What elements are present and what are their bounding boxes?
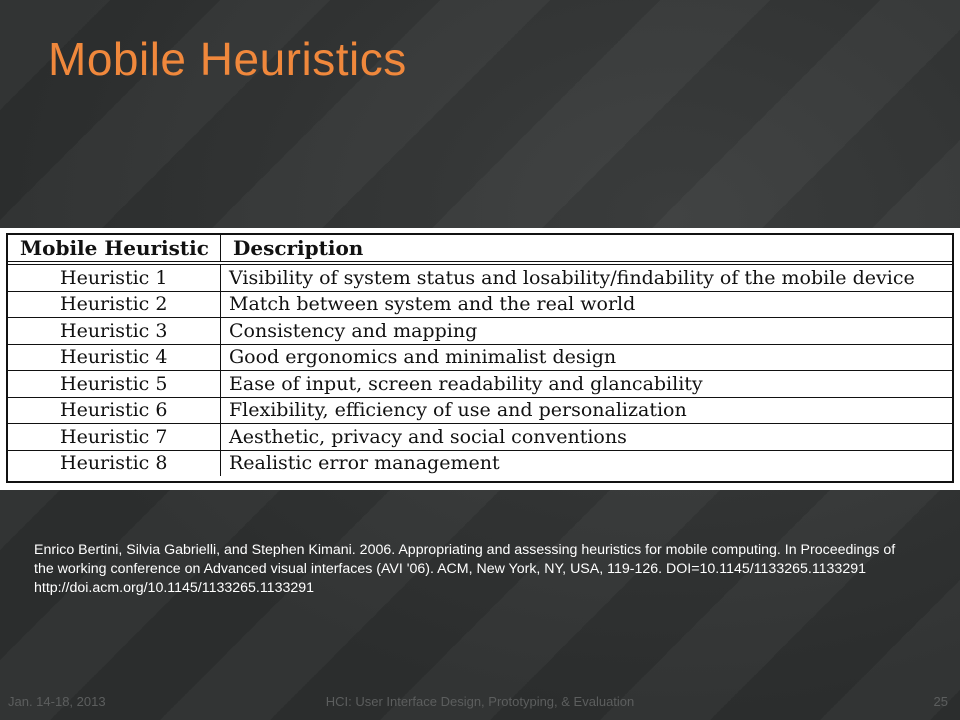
header-mobile-heuristic: Mobile Heuristic (8, 235, 221, 263)
heuristic-description: Visibility of system status and losability/findability of the mobile device (221, 263, 953, 291)
heuristic-name: Heuristic 3 (8, 318, 221, 345)
heuristic-name: Heuristic 7 (8, 424, 221, 451)
citation-text: Enrico Bertini, Silvia Gabrielli, and Stephen Kimani. 2006. Appropriating and assessing heuristics for mobile computing. In Proceedings of the working conference on Advanced visual interfaces (AVI '06). ACM, New York, NY, USA, 119-126. DOI=10.1145/1133265.1133291 http://doi.acm.org/10.1145/1133265.1133291 (34, 542, 896, 596)
heuristic-description: Match between system and the real world (221, 291, 953, 318)
table-frame (6, 233, 954, 483)
heuristics-table (8, 235, 952, 476)
heuristic-name: Heuristic 1 (8, 263, 221, 291)
slide-footer (0, 692, 960, 712)
heuristic-name: Heuristic 6 (8, 397, 221, 424)
table-row (8, 450, 952, 476)
footer-date: Jan. 14-18, 2013 (8, 694, 106, 709)
table-row (8, 371, 952, 398)
heuristic-name: Heuristic 8 (8, 450, 221, 476)
table-row (8, 318, 952, 345)
header-description: Description (221, 235, 953, 263)
slide-title: Mobile Heuristics (48, 33, 407, 85)
table-row (8, 397, 952, 424)
heuristic-description: Realistic error management (229, 452, 500, 475)
heuristic-description: Flexibility, efficiency of use and personalization (221, 397, 953, 424)
footer-page-number: 25 (933, 694, 948, 709)
heuristic-description: Consistency and mapping (221, 318, 953, 345)
heuristics-table-image (0, 228, 960, 490)
table-row (8, 424, 952, 451)
table-row (8, 263, 952, 291)
table-row (8, 344, 952, 371)
heuristic-description: Ease of input, screen readability and glancability (221, 371, 953, 398)
heuristic-name: Heuristic 4 (8, 344, 221, 371)
footer-course-title: HCI: User Interface Design, Prototyping, & Evaluation (325, 694, 635, 709)
table-row (8, 291, 952, 318)
table-header-row (8, 235, 952, 263)
heuristic-description: Aesthetic, privacy and social conventions (221, 424, 953, 451)
heuristic-name: Heuristic 2 (8, 291, 221, 318)
heuristic-name: Heuristic 5 (8, 371, 221, 398)
heuristic-description: Good ergonomics and minimalist design (221, 344, 953, 371)
